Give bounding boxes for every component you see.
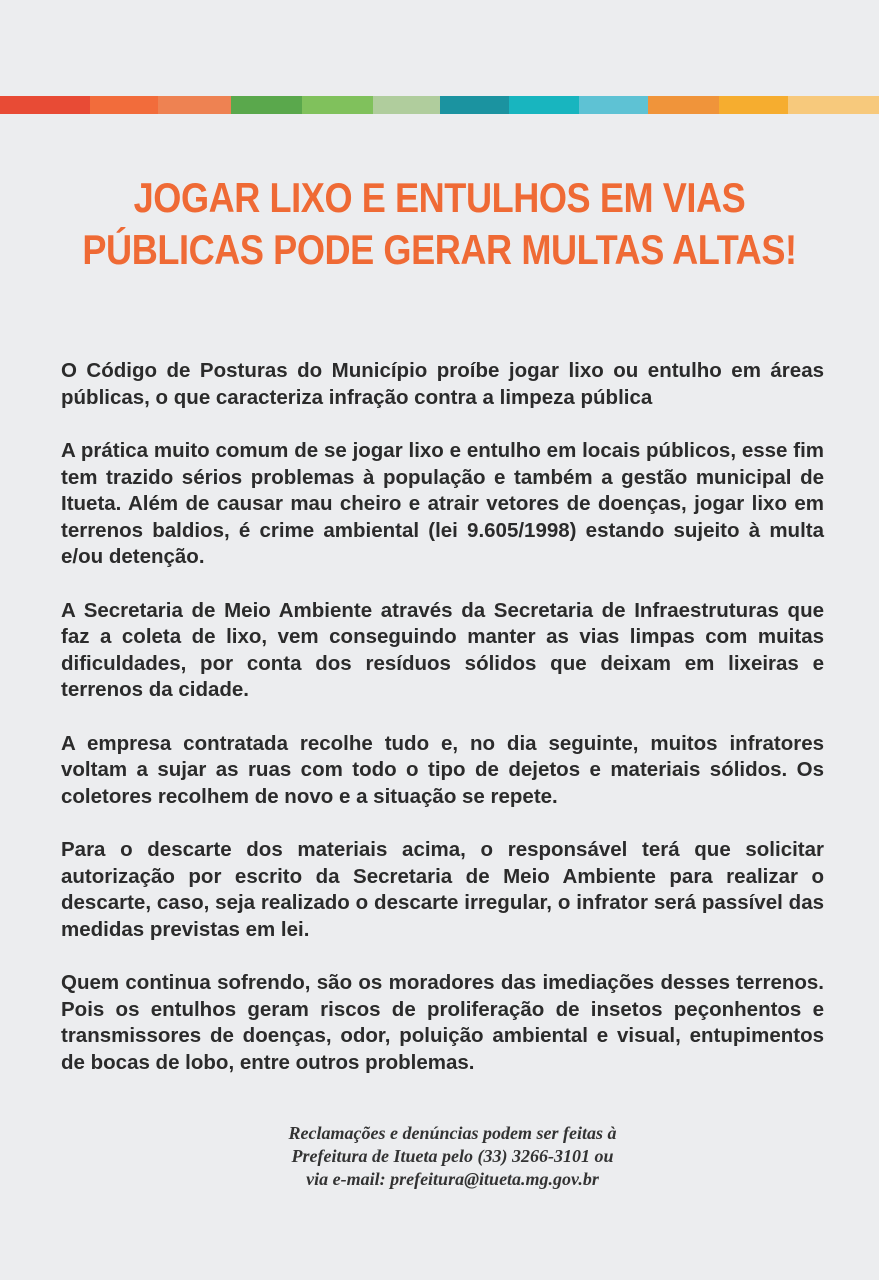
stripe-segment <box>440 96 509 114</box>
stripe-segment <box>788 96 879 114</box>
stripe-segment <box>719 96 788 114</box>
headline-line-1: JOGAR LIXO E ENTULHOS EM VIAS <box>133 174 746 221</box>
stripe-segment <box>90 96 158 114</box>
stripe-segment <box>648 96 719 114</box>
footer-line-2: Prefeitura de Itueta pelo (33) 3266-3101 ou <box>291 1146 614 1166</box>
headline-line-2: PÚBLICAS PODE GERAR MULTAS ALTAS! <box>82 226 797 273</box>
footer-line-1: Reclamações e denúncias podem ser feitas à <box>288 1123 617 1143</box>
stripe-segment <box>0 96 90 114</box>
paragraph-moradores: Quem continua sofrendo, são os moradores das imediações desses terrenos. Pois os entulhos geram riscos de proliferação de insetos peçonhentos e transmissores de doenças, odor, poluição ambiental e visual, entupimentos de bocas de lobo, entre outros problemas. <box>61 971 824 1074</box>
color-stripe-bar <box>0 96 879 114</box>
paragraph-empresa-contratada: A empresa contratada recolhe tudo e, no dia seguinte, muitos infratores voltam a sujar as ruas com todo o tipo de dejetos e materiais sólidos. Os coletores recolhem de novo e a situação se repete. <box>61 731 824 808</box>
stripe-segment <box>231 96 302 114</box>
paragraph-descarte: Para o descarte dos materiais acima, o responsável terá que solicitar autorização por escrito da Secretaria de Meio Ambiente para realizar o descarte, caso, seja realizado o descarte irregular, o infrator será passível das medidas previstas em lei. <box>61 838 824 941</box>
headline <box>62 172 818 276</box>
contact-footer <box>0 1122 879 1191</box>
paragraph-pratica-comum: A prática muito comum de se jogar lixo e entulho em locais públicos, esse fim tem trazido sérios problemas à população e também a gestão municipal de Itueta. Além de causar mau cheiro e atrair vetores de doenças, jogar lixo em terrenos baldios, é crime ambiental (lei 9.605/1998) estando sujeito à multa e/ou detenção. <box>61 439 824 568</box>
stripe-segment <box>579 96 648 114</box>
body-text <box>61 358 824 1103</box>
stripe-segment <box>302 96 373 114</box>
stripe-segment <box>158 96 231 114</box>
paragraph-codigo-posturas: O Código de Posturas do Município proíbe jogar lixo ou entulho em áreas públicas, o que caracteriza infração contra a limpeza pública <box>61 359 824 409</box>
paragraph-secretaria: A Secretaria de Meio Ambiente através da Secretaria de Infraestruturas que faz a coleta de lixo, vem conseguindo manter as vias limpas com muitas dificuldades, por conta dos resíduos sólidos que deixam em lixeiras e terrenos da cidade. <box>61 598 824 701</box>
footer-line-3: via e-mail: prefeitura@itueta.mg.gov.br <box>306 1169 599 1189</box>
stripe-segment <box>373 96 440 114</box>
stripe-segment <box>509 96 579 114</box>
